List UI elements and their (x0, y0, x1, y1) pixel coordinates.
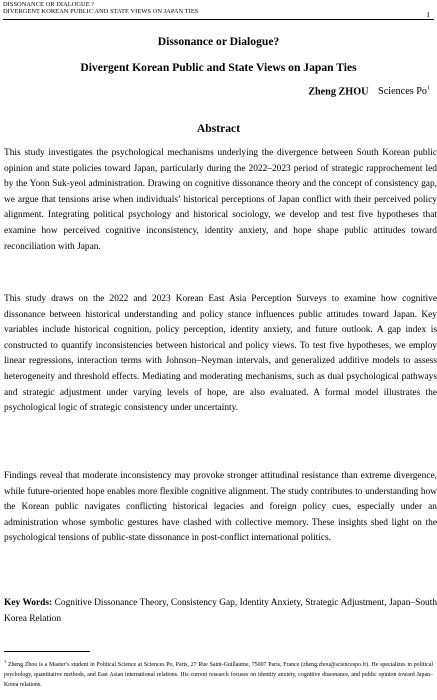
running-head (3, 1, 198, 16)
keywords (4, 596, 437, 627)
running-head-line-1: DISSONANCE OR DIALOGUE ? (3, 1, 95, 8)
paper-title-line-2: Divergent Korean Public and State Views on Japan Ties (80, 61, 357, 74)
footnote-rule (4, 651, 90, 652)
author-line (308, 86, 430, 97)
abstract-heading: Abstract (196, 122, 241, 135)
affiliation-footnote-mark: 1 (427, 86, 430, 92)
author-name: Zheng ZHOU (308, 86, 369, 98)
author-affiliation (378, 86, 430, 97)
paper-title-line-1: Dissonance or Dialogue? (157, 35, 280, 48)
keywords-text: Cognitive Dissonance Theory, Consistency Gap, Identity Anxiety, Strategic Adjustment, Japan–South Korea Relation (4, 598, 437, 624)
keywords-label: Key Words: (4, 598, 53, 608)
abstract-paragraph-3: Findings reveal that moderate inconsistency may provoke stronger attitudinal resistance than extreme divergence, while future-oriented hope enables more flexible cognitive alignment. The study contributes to understanding how the Korean public navigates conflicting historical legacies and foreign policy cues, especially under an administration whose symbolic gestures have clashed with collective memory. These insights shed light on the psychological tensions of public-state dissonance in post-conflict international politics. (4, 471, 437, 544)
running-head-line-2: DIVERGENT KOREAN PUBLIC AND STATE VIEWS ON JAPAN TIES (3, 8, 199, 16)
page-number: 1 (426, 10, 430, 19)
affiliation-text: Sciences Po (378, 86, 427, 98)
footnote-mark: 1 (4, 659, 7, 664)
footnote (4, 657, 433, 691)
footnote-text: Zheng Zhou is a Master’s student in Political Science at Sciences Po, Paris, 27 Rue Saint-Guillaume, 75007 Paris, France (zheng.zhou@sciencespo.fr). He specializes in political psychology, quantitative methods, and East Asian international relations. His current research focuses on identity anxiety, cognitive dissonance, and public opinion toward Japan–Korea relations. (4, 661, 433, 689)
abstract-paragraph-1: This study investigates the psychological mechanisms underlying the divergence between South Korean public opinion and state policies toward Japan, particularly during the 2022–2023 period of strategic rapprochement led by the Yoon Suk-yeol administration. Drawing on cognitive dissonance theory and the concept of consistency gap, we argue that tensions arise when individuals’ historical perceptions of Japan conflict with their perceived policy alignment. Integrating political psychology and historical sociology, we develop and test five hypotheses that examine how perceived cognitive inconsistency, identity anxiety, and hope shape public attitudes toward reconciliation with Japan. (4, 148, 437, 252)
abstract-paragraph-2: This study draws on the 2022 and 2023 Korean East Asia Perception Surveys to examine how cognitive dissonance between historical understanding and policy stance influences public attitudes toward Japan. Key variables include historical cognition, policy perception, identity anxiety, and future outlook. A gap index is constructed to quantify inconsistencies between historical and policy views. To test five hypotheses, we employ linear regressions, interaction terms with Johnson–Neyman intervals, and generalized additive models to assess heterogeneity and threshold effects. Mediating and moderating mechanisms, such as dual psychological pathways and strategic adjustment under varying levels of hope, are also evaluated. A formal model illustrates the psychological logic of strategic consistency under uncertainty. (4, 294, 437, 414)
header-rule (3, 19, 434, 20)
